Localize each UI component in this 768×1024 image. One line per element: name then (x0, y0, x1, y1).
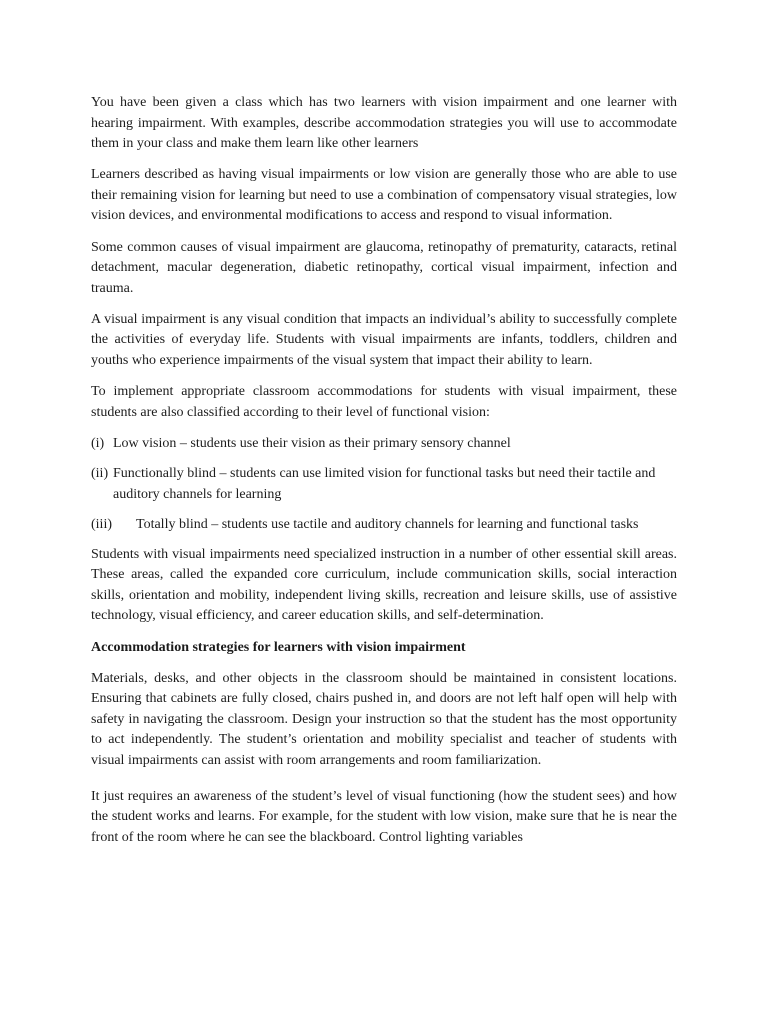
list-item-low-vision (91, 434, 677, 455)
section-heading: Accommodation strategies for learners with vision impairment (91, 639, 466, 655)
visual-impairment-definition-paragraph: A visual impairment is any visual condition that impacts an individual’s ability to successfully complete the activities of everyday life. Students with visual impairments are infants, toddlers, children and youths who experience impairments of the visual system that impact their ability to learn. (91, 311, 677, 369)
expanded-core-curriculum-paragraph: Students with visual impairments need specialized instruction in a number of other essential skill areas. These areas, called the expanded core curriculum, include communication skills, social interaction skills, orientation and mobility, independent living skills, recreation and leisure skills, use of assistive technology, visual efficiency, and career education skills, and self-determination. (91, 546, 677, 624)
list-text: Functionally blind – students can use limited vision for functional tasks but need their tactile and auditory channels for learning (113, 465, 656, 502)
classroom-layout-paragraph: Materials, desks, and other objects in the classroom should be maintained in consistent locations. Ensuring that cabinets are fully closed, chairs pushed in, and doors are not left half open will help with safety in navigating the classroom. Design your instruction so that the student has the most opportunity to act independently. The student’s orientation and mobility specialist and teacher of students with visual impairments can assist with room arrangements and room familiarization. (91, 670, 677, 769)
list-item-totally-blind (91, 515, 677, 536)
document-body (91, 93, 677, 859)
list-number: (iii) (91, 516, 112, 532)
list-item-functionally-blind (91, 464, 677, 505)
awareness-paragraph: It just requires an awareness of the student’s level of visual functioning (how the student sees) and how the student works and learns. For example, for the student with low vision, make sure that he is near the front of the room where he can see the blackboard. Control lighting variables (91, 788, 677, 845)
classification-intro-paragraph: To implement appropriate classroom accommodations for students with visual impairment, these students are also classified according to their level of functional vision: (91, 384, 677, 420)
list-text: Totally blind – students use tactile and auditory channels for learning and functional tasks (136, 516, 639, 532)
list-number: (ii) (91, 465, 109, 481)
list-number: (i) (91, 435, 105, 451)
low-vision-definition-paragraph: Learners described as having visual impairments or low vision are generally those who are able to use their remaining vision for learning but need to use a combination of compensatory visual strategies, low vision devices, and environmental modifications to access and respond to visual information. (91, 167, 677, 224)
list-text: Low vision – students use their vision as their primary sensory channel (113, 435, 511, 451)
question-paragraph: You have been given a class which has two learners with vision impairment and one learner with hearing impairment. With examples, describe accommodation strategies you will use to accommodate them in your class and make them learn like other learners (91, 95, 677, 152)
causes-paragraph: Some common causes of visual impairment are glaucoma, retinopathy of prematurity, cataracts, retinal detachment, macular degeneration, diabetic retinopathy, cortical visual impairment, infection and trauma. (91, 239, 677, 296)
